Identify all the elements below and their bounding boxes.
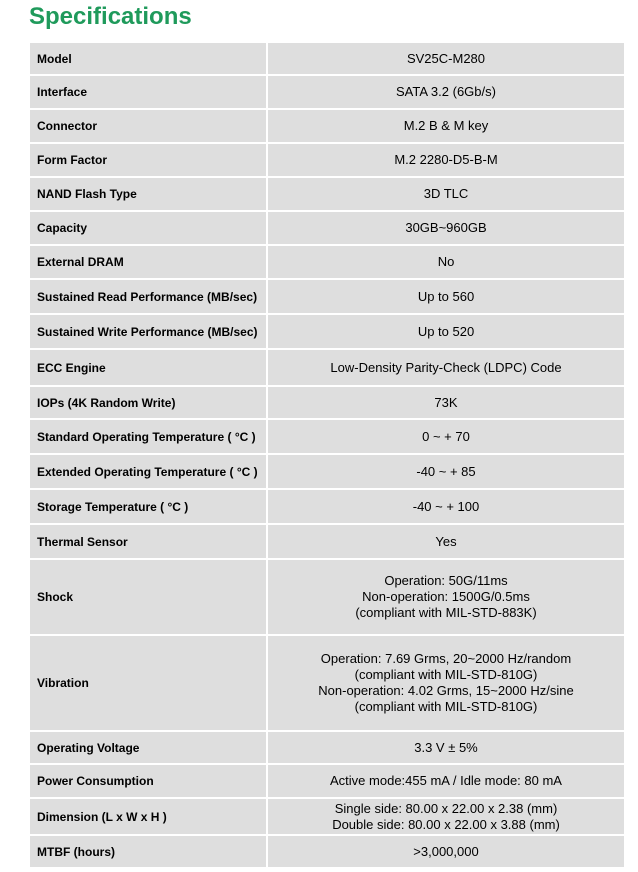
spec-value	[268, 110, 624, 142]
spec-row	[30, 455, 624, 488]
spec-row	[30, 43, 624, 74]
spec-value	[268, 455, 624, 488]
spec-row	[30, 420, 624, 453]
spec-row	[30, 560, 624, 634]
spec-row	[30, 765, 624, 797]
spec-label: Connector	[30, 110, 268, 142]
spec-row	[30, 387, 624, 418]
specifications-table	[30, 41, 624, 869]
spec-value-line: (compliant with MIL-STD-810G)	[354, 699, 538, 714]
spec-label: ECC Engine	[30, 350, 268, 385]
spec-value	[268, 636, 624, 730]
spec-value-line: Up to 560	[417, 288, 475, 304]
spec-label: External DRAM	[30, 246, 268, 278]
spec-value-line: >3,000,000	[413, 843, 479, 859]
spec-value	[268, 765, 624, 797]
spec-value	[268, 490, 624, 523]
spec-value-line: Low-Density Parity-Check (LDPC) Code	[330, 359, 562, 375]
spec-value-line: -40 ~ + 100	[412, 498, 480, 514]
spec-label: Dimension (L x W x H )	[30, 799, 268, 834]
spec-value	[268, 280, 624, 313]
spec-value	[268, 76, 624, 108]
spec-value	[268, 420, 624, 453]
spec-label: Extended Operating Temperature ( °C )	[30, 455, 268, 488]
spec-value-line: SV25C-M280	[406, 50, 486, 66]
spec-value-line: No	[437, 254, 455, 269]
spec-value-line: 73K	[434, 394, 458, 410]
spec-label: IOPs (4K Random Write)	[30, 387, 268, 418]
spec-row	[30, 144, 624, 176]
spec-row	[30, 636, 624, 730]
spec-value	[268, 350, 624, 385]
spec-value-line: Non-operation: 1500G/0.5ms	[362, 589, 530, 604]
spec-label: Sustained Read Performance (MB/sec)	[30, 280, 268, 313]
spec-value-line: Double side: 80.00 x 22.00 x 3.88 (mm)	[332, 816, 560, 832]
spec-label: Vibration	[30, 636, 268, 730]
spec-label: MTBF (hours)	[30, 836, 268, 867]
spec-value-line: Active mode:455 mA / Idle mode: 80 mA	[330, 773, 562, 788]
spec-label: NAND Flash Type	[30, 178, 268, 210]
spec-row	[30, 490, 624, 523]
spec-value-line: Up to 520	[417, 323, 475, 339]
spec-label: Capacity	[30, 212, 268, 244]
spec-value	[268, 178, 624, 210]
spec-value	[268, 144, 624, 176]
spec-value	[268, 525, 624, 558]
spec-value	[268, 560, 624, 634]
spec-value-line: SATA 3.2 (6Gb/s)	[396, 84, 496, 99]
spec-value-line: 3D TLC	[423, 186, 469, 201]
spec-value-line: Operation: 50G/11ms	[384, 573, 508, 588]
spec-value-line: Operation: 7.69 Grms, 20~2000 Hz/random	[320, 651, 572, 666]
spec-label: Model	[30, 43, 268, 74]
spec-value-line: (compliant with MIL-STD-883K)	[355, 605, 537, 620]
spec-row	[30, 178, 624, 210]
spec-value-line: -40 ~ + 85	[416, 463, 476, 479]
spec-label: Thermal Sensor	[30, 525, 268, 558]
spec-row	[30, 246, 624, 278]
spec-row	[30, 732, 624, 763]
spec-row	[30, 525, 624, 558]
spec-row	[30, 315, 624, 348]
spec-value	[268, 246, 624, 278]
specifications-table-body	[30, 43, 624, 867]
spec-value-line: 30GB~960GB	[405, 220, 487, 235]
spec-row	[30, 836, 624, 867]
spec-value-line: Single side: 80.00 x 22.00 x 2.38 (mm)	[334, 800, 558, 816]
spec-value	[268, 799, 624, 834]
spec-label: Interface	[30, 76, 268, 108]
spec-row	[30, 799, 624, 834]
spec-value	[268, 836, 624, 867]
spec-value	[268, 212, 624, 244]
spec-row	[30, 350, 624, 385]
spec-row	[30, 212, 624, 244]
spec-value-line: Yes	[435, 533, 457, 549]
spec-label: Shock	[30, 560, 268, 634]
spec-value-line: M.2 B & M key	[403, 118, 489, 133]
spec-row	[30, 76, 624, 108]
spec-value	[268, 43, 624, 74]
spec-label: Storage Temperature ( °C )	[30, 490, 268, 523]
spec-row	[30, 110, 624, 142]
spec-value-line: 0 ~ + 70	[422, 428, 470, 444]
spec-value-line: 3.3 V ± 5%	[414, 739, 478, 755]
spec-label: Standard Operating Temperature ( °C )	[30, 420, 268, 453]
page-title: Specifications	[29, 3, 192, 30]
spec-value	[268, 732, 624, 763]
spec-value-line: Non-operation: 4.02 Grms, 15~2000 Hz/sine	[318, 683, 574, 698]
spec-row	[30, 280, 624, 313]
spec-value	[268, 315, 624, 348]
spec-value-line: M.2 2280-D5-B-M	[394, 152, 498, 167]
spec-label: Operating Voltage	[30, 732, 268, 763]
spec-value-line: (compliant with MIL-STD-810G)	[354, 667, 538, 682]
spec-label: Power Consumption	[30, 765, 268, 797]
spec-label: Sustained Write Performance (MB/sec)	[30, 315, 268, 348]
spec-label: Form Factor	[30, 144, 268, 176]
spec-value	[268, 387, 624, 418]
